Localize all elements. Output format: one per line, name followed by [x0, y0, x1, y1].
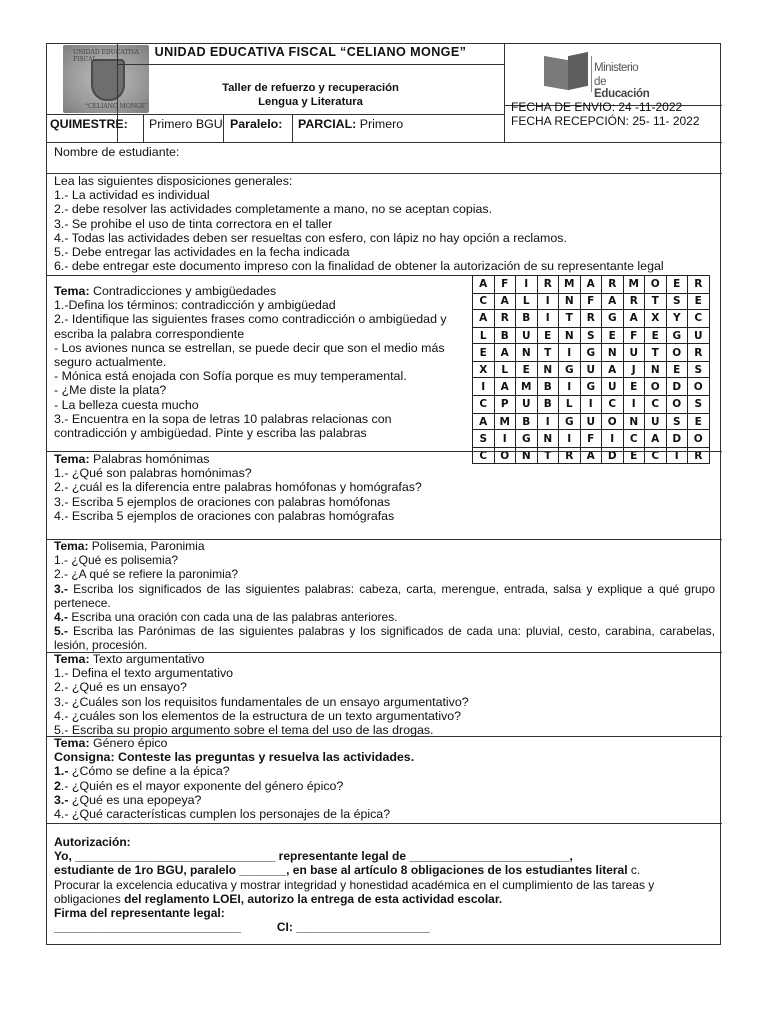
grid-cell[interactable]: E [666, 276, 688, 294]
grid-cell[interactable]: E [688, 413, 710, 429]
divider [47, 142, 722, 143]
grid-cell[interactable]: N [537, 430, 559, 448]
grid-cell[interactable]: R [688, 276, 710, 294]
grid-cell[interactable]: E [688, 293, 710, 309]
grid-cell[interactable]: S [473, 430, 495, 448]
line-text: 4.- ¿Qué características cumplen los personajes de la épica? [54, 807, 391, 822]
grid-cell[interactable]: M [559, 276, 581, 294]
grid-cell[interactable]: P [494, 396, 516, 414]
grid-cell[interactable]: G [666, 327, 688, 343]
authorization-title: Autorización: [54, 835, 131, 849]
grid-cell[interactable]: T [559, 310, 581, 328]
divider [47, 275, 472, 276]
section-title [54, 284, 447, 298]
grid-cell[interactable]: C [645, 396, 667, 414]
student-name-label: Nombre de estudiante: [54, 145, 180, 159]
grid-cell[interactable]: U [580, 361, 602, 377]
grid-cell[interactable]: I [623, 396, 645, 414]
section-title [54, 539, 715, 553]
grid-cell[interactable]: U [602, 378, 624, 396]
grid-cell[interactable]: F [580, 430, 602, 448]
section-line: 5.- Escriba su propio argumento sobre el tema del uso de las drogas. [54, 723, 434, 738]
grid-cell[interactable]: G [559, 361, 581, 377]
tema-label: Tema: [54, 736, 90, 750]
section-line [54, 553, 715, 567]
grid-cell[interactable]: F [580, 293, 602, 309]
word-search-grid [472, 275, 710, 464]
signature-row [54, 920, 654, 934]
grid-cell[interactable]: E [537, 327, 559, 343]
grid-cell[interactable]: U [516, 327, 538, 343]
grid-cell[interactable]: U [623, 344, 645, 362]
section-line: contradicción y ambigüedad. Pinte y escriba las palabras [54, 426, 367, 441]
grid-cell[interactable]: U [516, 396, 538, 414]
divider [591, 56, 592, 92]
authorization-line4-normal: obligaciones [54, 891, 125, 906]
ministry-line2 [594, 76, 654, 100]
line-number: 3.- [54, 792, 69, 807]
line-text: 1.- ¿Qué es polisemia? [54, 553, 179, 568]
grid-cell[interactable]: E [623, 378, 645, 396]
grid-cell[interactable]: O [688, 378, 710, 396]
section-line: 3.- ¿Cuáles son los requisitos fundamentales de un ensayo argumentativo? [54, 694, 469, 709]
grid-cell[interactable]: I [559, 344, 581, 362]
grid-cell[interactable]: I [559, 378, 581, 396]
section-epico [54, 736, 414, 821]
grid-cell[interactable]: M [516, 378, 538, 396]
grid-cell[interactable]: J [623, 361, 645, 377]
grid-cell[interactable]: R [688, 447, 710, 463]
authorization-line2 [54, 863, 654, 877]
section-line [54, 807, 414, 821]
section-line [54, 793, 414, 807]
grid-cell[interactable]: M [623, 276, 645, 294]
grid-cell[interactable]: N [559, 327, 581, 343]
grid-cell[interactable]: R [494, 310, 516, 328]
grid-cell[interactable]: S [688, 396, 710, 414]
grid-cell[interactable]: A [473, 413, 495, 429]
grid-cell[interactable]: N [602, 344, 624, 362]
signature-label: Firma del representante legal: [54, 906, 225, 921]
divider [504, 44, 505, 142]
section-title [54, 736, 414, 750]
grid-cell[interactable]: E [623, 447, 645, 463]
grid-cell[interactable]: A [580, 276, 602, 294]
section-line: - La belleza cuesta mucho [54, 397, 199, 412]
grid-cell[interactable]: R [580, 310, 602, 328]
grid-cell[interactable]: C [473, 447, 495, 463]
grid-cell[interactable]: B [516, 413, 538, 429]
quimestre-value: Primero BGU [149, 117, 223, 131]
grid-cell[interactable]: T [537, 344, 559, 362]
ministry-bold: Educación [594, 88, 650, 100]
grid-cell[interactable]: N [623, 413, 645, 429]
section-line [54, 764, 414, 778]
grid-cell[interactable]: N [537, 361, 559, 377]
authorization-line4-bold: del reglamento LOEI, autorizo la entrega de esta actividad escolar. [124, 891, 503, 906]
section-line: escriba la palabra correspondiente [54, 326, 245, 341]
ci-blank[interactable]: CI: ____________________ [276, 920, 430, 935]
grid-cell[interactable]: S [666, 413, 688, 429]
grid-cell[interactable]: C [473, 293, 495, 309]
authorization-line4 [54, 892, 654, 906]
grid-cell[interactable]: C [623, 430, 645, 448]
section-line: 1.- ¿Qué son palabras homónimas? [54, 466, 252, 481]
grid-cell[interactable]: O [666, 344, 688, 362]
grid-cell[interactable]: I [494, 430, 516, 448]
grid-cell[interactable]: D [666, 378, 688, 396]
authorization-line1 [54, 849, 654, 863]
section-line [54, 779, 414, 793]
grid-cell[interactable]: I [537, 413, 559, 429]
grid-cell[interactable]: B [537, 396, 559, 414]
grid-cell[interactable]: U [688, 327, 710, 343]
fecha-envio: FECHA DE ENVIO: 24 -11-2022 [511, 100, 683, 114]
authorization-line2-normal: c. [627, 863, 641, 878]
grid-cell[interactable]: N [645, 361, 667, 377]
quimestre-label: QUIMESTRE: [50, 117, 128, 131]
grid-cell[interactable]: A [494, 293, 516, 309]
rule-item: 2.- debe resolver las actividades completamente a mano, no se aceptan copias. [54, 202, 493, 217]
divider [223, 114, 224, 142]
grid-cell[interactable]: Y [666, 310, 688, 328]
grid-cell[interactable]: S [666, 293, 688, 309]
section-line: 3.- Escriba 5 ejemplos de oraciones con palabras homófonas [54, 494, 391, 509]
representative-name-blank[interactable]: Yo, ______________________________ [54, 849, 276, 864]
grid-cell[interactable]: L [559, 396, 581, 414]
school-logo-ring-top: UNIDAD EDUCATIVA FISCAL [73, 49, 140, 63]
rule-item: 3.- Se prohibe el uso de tinta correctora en el taller [54, 216, 333, 231]
grid-cell[interactable]: C [645, 447, 667, 463]
section-contradicciones [54, 284, 447, 440]
grid-cell[interactable]: A [645, 430, 667, 448]
grid-cell[interactable]: R [602, 276, 624, 294]
grid-cell[interactable]: I [580, 396, 602, 414]
grid-cell[interactable]: E [645, 327, 667, 343]
grid-cell[interactable]: N [559, 293, 581, 309]
grid-cell[interactable]: S [688, 361, 710, 377]
line-number: 5.- [54, 624, 69, 639]
grid-cell[interactable]: O [645, 276, 667, 294]
grid-cell[interactable]: A [602, 361, 624, 377]
rule-item: 6.- debe entregar este documento impreso con la finalidad de obtener la autorización de su representante legal [54, 259, 664, 274]
grid-cell[interactable]: O [645, 378, 667, 396]
grid-cell[interactable]: A [602, 293, 624, 309]
section-line [54, 610, 715, 624]
grid-cell[interactable]: C [602, 396, 624, 414]
rule-item: 4.- Todas las actividades deben ser resueltas con esfero, con lápiz no hay opción a reclamos. [54, 230, 567, 245]
grid-cell[interactable]: B [537, 378, 559, 396]
section-argumentativo [54, 652, 469, 737]
grid-cell[interactable]: T [645, 293, 667, 309]
grid-cell[interactable]: O [494, 447, 516, 463]
grid-cell[interactable]: X [645, 310, 667, 328]
line-number: 2 [54, 778, 61, 793]
grid-cell[interactable]: I [602, 430, 624, 448]
section-title [54, 452, 422, 466]
grid-cell[interactable]: G [516, 430, 538, 448]
grid-cell[interactable]: I [537, 310, 559, 328]
section-line: 2.- ¿cuál es la diferencia entre palabras homófonas y homógrafas? [54, 480, 422, 495]
grid-cell[interactable]: A [623, 310, 645, 328]
section-line [54, 582, 715, 610]
section-line: seguro actualmente. [54, 355, 167, 370]
grid-cell[interactable]: L [516, 293, 538, 309]
grid-cell[interactable]: C [688, 310, 710, 328]
line-text: Escriba una oración con cada una de las palabras anteriores. [68, 610, 398, 625]
fecha-recepcion: FECHA RECEPCIÓN: 25- 11- 2022 [511, 114, 700, 128]
divider [292, 114, 293, 142]
grid-cell[interactable]: L [494, 361, 516, 377]
grid-cell[interactable]: R [559, 447, 581, 463]
line-number: 3.- [54, 581, 69, 596]
grid-cell[interactable]: G [580, 378, 602, 396]
section-title [54, 652, 469, 666]
grid-cell[interactable]: M [494, 413, 516, 429]
grid-cell[interactable]: A [473, 276, 495, 294]
parcial-label: PARCIAL: [298, 117, 357, 131]
grid-cell[interactable]: X [473, 361, 495, 377]
section-line: - Mónica está enojada con Sofía porque es muy temperamental. [54, 369, 407, 384]
parcial-field [298, 117, 403, 131]
general-rules [54, 174, 664, 273]
grid-cell[interactable]: R [623, 293, 645, 309]
tema-value: Texto argumentativo [92, 652, 205, 666]
tema-value: Palabras homónimas [93, 452, 210, 466]
ministry-logo [544, 54, 654, 100]
grid-cell[interactable]: L [473, 327, 495, 343]
school-name: UNIDAD EDUCATIVA FISCAL “CELIANO MONGE” [154, 45, 467, 59]
grid-cell[interactable]: I [473, 378, 495, 396]
grid-cell[interactable]: G [602, 310, 624, 328]
divider [47, 823, 722, 824]
section-line: 1.- Defina el texto argumentativo [54, 666, 234, 681]
grid-cell[interactable]: O [688, 430, 710, 448]
section-line: 2.- ¿Qué es un ensayo? [54, 680, 187, 695]
rule-item: 5.- Debe entregar las actividades en la fecha indicada [54, 245, 350, 260]
signature-blank[interactable]: ____________________________ [54, 920, 241, 935]
tema-label: Tema: [54, 652, 90, 666]
parcial-value: Primero [359, 117, 404, 131]
section-polisemia [54, 539, 715, 653]
divider [143, 114, 144, 142]
authorization-line3: Procurar la excelencia educativa y mostrar integridad y honestidad académica en el cumplimiento de las tareas y [54, 877, 655, 892]
line-number: 1.- [54, 764, 69, 779]
tema-value: Polisemia, Paronimia [91, 539, 205, 553]
grid-cell[interactable]: R [688, 344, 710, 362]
grid-cell[interactable]: S [580, 327, 602, 343]
school-logo-ring-bottom: “CELIANO MONGE” [85, 103, 149, 110]
line-text: 2.- ¿A qué se refiere la paronimia? [54, 567, 239, 582]
grid-cell[interactable]: T [537, 447, 559, 463]
rules-intro: Lea las siguientes disposiciones generales: [54, 174, 293, 188]
grid-cell[interactable]: E [473, 344, 495, 362]
section-line: 1.-Defina los términos: contradicción y ambigüedad [54, 298, 336, 313]
authorization-block [54, 835, 654, 934]
tema-label: Tema: [54, 539, 89, 553]
divider [117, 64, 504, 65]
grid-cell[interactable]: A [494, 344, 516, 362]
section-line: 4.- Escriba 5 ejemplos de oraciones con palabras homógrafas [54, 508, 395, 523]
book-icon-right [568, 52, 588, 90]
section-homonimas [54, 452, 422, 523]
workshop-title: Taller de refuerzo y recuperación [222, 82, 399, 94]
grid-cell[interactable]: F [623, 327, 645, 343]
section-line: - ¿Me diste la plata? [54, 383, 167, 398]
grid-cell[interactable]: B [494, 327, 516, 343]
paralelo-label: Paralelo: [230, 117, 283, 131]
grid-cell[interactable]: C [473, 396, 495, 414]
grid-cell[interactable]: I [666, 447, 688, 463]
grid-cell[interactable]: N [516, 344, 538, 362]
grid-cell[interactable]: F [494, 276, 516, 294]
grid-cell[interactable]: G [559, 413, 581, 429]
grid-cell[interactable]: I [537, 293, 559, 309]
grid-cell[interactable]: U [645, 413, 667, 429]
divider [47, 114, 504, 115]
grid-cell[interactable]: B [516, 310, 538, 328]
grid-cell[interactable]: E [602, 327, 624, 343]
grid-cell[interactable]: E [666, 361, 688, 377]
tema-value: Género épico [93, 736, 168, 750]
grid-cell[interactable]: D [666, 430, 688, 448]
grid-cell[interactable]: T [645, 344, 667, 362]
section-line: 4.- ¿cuáles son los elementos de la estructura de un texto argumentativo? [54, 708, 462, 723]
tema-value: Contradicciones y ambigüedades [93, 284, 277, 298]
grid-cell[interactable]: A [473, 310, 495, 328]
section-line [54, 624, 715, 652]
grid-cell[interactable]: G [580, 344, 602, 362]
grid-cell[interactable]: I [559, 430, 581, 448]
grid-cell[interactable]: O [602, 413, 624, 429]
consigna: Consigna: Conteste las preguntas y resuelva las actividades. [54, 750, 415, 765]
tema-label: Tema: [54, 284, 90, 298]
line-text: ¿Cómo se define a la épica? [68, 764, 230, 779]
section-line: 3.- Encuentra en la sopa de letras 10 palabras relacionas con [54, 411, 392, 426]
grid-cell[interactable]: U [580, 413, 602, 429]
line-number: 4.- [54, 610, 69, 625]
grid-cell[interactable]: I [516, 276, 538, 294]
tema-label: Tema: [54, 452, 90, 466]
subject-title: Lengua y Literatura [258, 96, 363, 108]
section-line: 2.- Identifique las siguientes frases como contradicción o ambigüedad y [54, 312, 447, 327]
worksheet-page [46, 43, 721, 945]
grid-cell[interactable]: N [516, 447, 538, 463]
ministry-line1: Ministerio [594, 62, 639, 74]
grid-cell[interactable]: E [516, 361, 538, 377]
line-text: ¿Qué es una epopeya? [68, 792, 202, 807]
grid-cell[interactable]: D [602, 447, 624, 463]
grid-cell[interactable]: R [537, 276, 559, 294]
student-name-blank[interactable]: representante legal de ________________________, [275, 849, 573, 864]
book-icon [544, 56, 568, 90]
line-text: Escriba las Parónimas de las siguientes palabras y los significados de cada una: pluvial, cesto, carabina, carabelas, lesión, procesión. [54, 624, 715, 653]
line-text: .- ¿Quién es el mayor exponente del género épico? [60, 778, 344, 793]
section-line: - Los aviones nunca se estrellan, se puede decir que son el medio más [54, 340, 445, 355]
line-text: Escriba los significados de las siguientes palabras: cabeza, carta, merengue, entrada, salsa y explique a qué grupo pertenece. [54, 581, 715, 610]
ministry-prefix: de [594, 76, 607, 88]
authorization-line2-bold[interactable]: estudiante de 1ro BGU, paralelo _______, en base al artículo 8 obligaciones de los estudiantes literal [54, 863, 628, 878]
grid-cell[interactable]: O [666, 396, 688, 414]
section-line [54, 567, 715, 581]
grid-cell[interactable]: A [494, 378, 516, 396]
grid-cell[interactable]: A [580, 447, 602, 463]
rule-item: 1.- La actividad es individual [54, 188, 210, 203]
